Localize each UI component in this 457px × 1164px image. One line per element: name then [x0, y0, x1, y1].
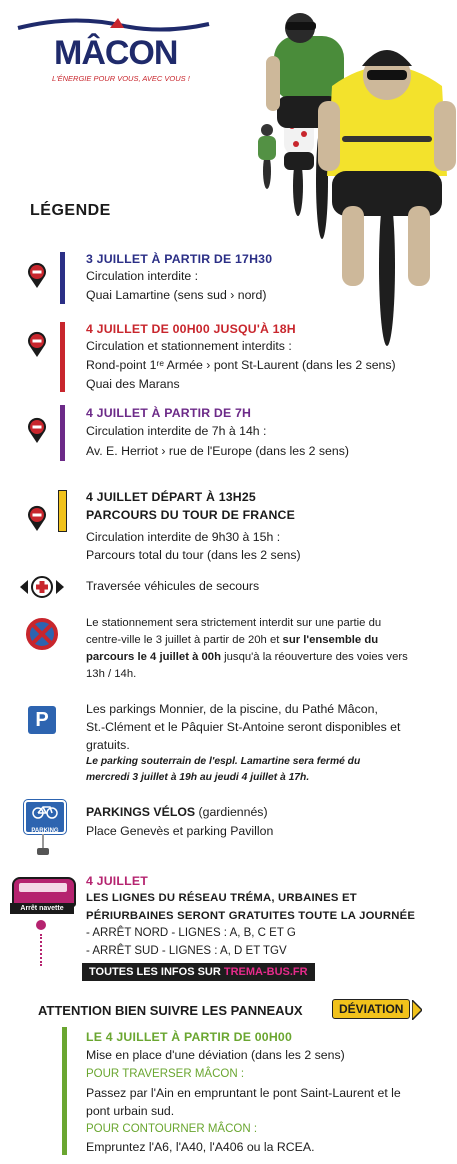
section-line: Circulation interdite : [86, 269, 199, 283]
section-heading: 4 JUILLET À PARTIR DE 7H [86, 406, 252, 420]
trema-link[interactable]: TREMA-BUS.FR [223, 966, 308, 978]
buses-line: - ARRÊT NORD - LIGNES : A, B, C ET G [86, 927, 296, 939]
bike-parking-sign [24, 800, 66, 834]
shuttle-bus-icon [10, 875, 74, 915]
no-parking-line [86, 649, 416, 666]
section-line: Av. E. Herriot › rue de l'Europe (dans les 2 sens) [86, 444, 349, 458]
no-entry-pin-icon [26, 416, 48, 444]
sign-base [37, 848, 49, 855]
route-color-bar [58, 490, 67, 532]
no-parking-icon [26, 618, 58, 650]
deviation-line: Mise en place d'une déviation (dans les 2 sens) [86, 1048, 345, 1062]
parkings-line: gratuits. [86, 738, 130, 752]
bus-stop-dot [36, 920, 46, 930]
no-parking-line [86, 632, 416, 649]
no-parking-text-part: centre-ville le 3 juillet à partir de 20h et [86, 634, 283, 646]
no-parking-line: Le stationnement sera strictement interdit sur une partie du [86, 617, 382, 629]
section-line: Quai des Marans [86, 377, 180, 391]
no-parking-line: 13h / 14h. [86, 668, 137, 680]
no-entry-pin-icon [26, 504, 48, 532]
no-parking-text [86, 615, 416, 683]
section-heading: 4 JUILLET DÉPART À 13H25 [86, 490, 256, 504]
banner-prefix: TOUTES LES INFOS SUR [89, 966, 224, 978]
bikes-line: Place Genevès et parking Pavillon [86, 824, 274, 838]
rescue-text: Traversée véhicules de secours [86, 579, 260, 593]
section-color-bar [60, 405, 65, 461]
section-line: Circulation et stationnement interdits : [86, 339, 292, 353]
section-line: Parcours total du tour (dans les 2 sens) [86, 548, 301, 562]
bikes-heading-suffix: (gardiennés) [195, 805, 268, 819]
no-entry-pin-icon [26, 330, 48, 358]
bus-route-line [40, 934, 42, 966]
bike-sign-label: PARKING [31, 828, 59, 834]
section-heading: 4 JUILLET DE 00H00 JUSQU'À 18H [86, 322, 296, 336]
deviation-subheading: POUR TRAVERSER MÂCON : [86, 1068, 245, 1080]
buses-line: LES LIGNES DU RÉSEAU TRÉMA, URBAINES ET [86, 892, 357, 904]
deviation-subheading: POUR CONTOURNER MÂCON : [86, 1123, 258, 1135]
buses-line: - ARRÊT SUD - LIGNES : A, D ET TGV [86, 945, 287, 957]
parkings-note: mercredi 3 juillet à 19h au jeudi 4 juillet à 17h. [86, 772, 310, 783]
parkings-line: St.-Clément et le Pâquier St-Antoine seront disponibles et [86, 720, 401, 734]
section-heading-2: PARCOURS DU TOUR DE FRANCE [86, 508, 296, 522]
arrow-right-icon [412, 1000, 422, 1020]
logo-name: MÂCON [54, 34, 178, 72]
parkings-note: Le parking souterrain de l'espl. Lamartine sera fermé du [86, 756, 361, 767]
deviation-line: Passez par l'Ain en empruntant le pont Saint-Laurent et le [86, 1086, 401, 1100]
deviation-line: pont urbain sud. [86, 1104, 175, 1118]
section-color-bar [60, 322, 65, 392]
bus-label: Arrêt navette [10, 903, 74, 914]
legend-title: LÉGENDE [30, 202, 111, 219]
logo-tagline: L'ÉNERGIE POUR VOUS, AVEC VOUS ! [52, 74, 190, 83]
buses-line: PÉRIURBAINES SERONT GRATUITES TOUTE LA JOURNÉE [86, 910, 416, 922]
section-line: Circulation interdite de 9h30 à 15h : [86, 530, 281, 544]
no-parking-text-part: jusqu'à la réouverture des voies vers [221, 651, 408, 663]
section-color-bar [60, 252, 65, 304]
yellow-rider [318, 50, 456, 346]
attention-text: ATTENTION BIEN SUIVRE LES PANNEAUX [38, 1003, 303, 1018]
buses-date: 4 JUILLET [86, 874, 148, 888]
bikes-heading-line [86, 803, 268, 822]
deviation-badge: DÉVIATION [332, 999, 410, 1019]
bicycle-icon [26, 802, 64, 822]
parking-icon: P [28, 706, 56, 734]
section-line: Rond-point 1ʳᵉ Armée › pont St-Laurent (dans les 2 sens) [86, 358, 396, 372]
deviation-heading: LE 4 JUILLET À PARTIR DE 00H00 [86, 1030, 292, 1044]
no-parking-emphasis: sur l'ensemble du [282, 634, 379, 646]
macon-logo [14, 18, 224, 88]
no-entry-pin-icon [26, 261, 48, 289]
bus-windows [19, 883, 67, 892]
deviation-line: Empruntez l'A6, l'A40, l'A406 ou la RCEA. [86, 1140, 315, 1154]
bikes-heading: PARKINGS VÉLOS [86, 805, 196, 819]
no-parking-emphasis: parcours le 4 juillet à 00h [86, 651, 221, 663]
rescue-crossing-icon [18, 575, 66, 599]
parkings-line: Les parkings Monnier, de la piscine, du Pathé Mâcon, [86, 702, 378, 716]
deviation-color-bar [62, 1027, 67, 1155]
far-rider [258, 124, 276, 189]
section-heading: 3 JUILLET À PARTIR DE 17H30 [86, 252, 273, 266]
section-line: Quai Lamartine (sens sud › nord) [86, 288, 267, 302]
trema-info-banner[interactable] [82, 963, 315, 981]
section-line: Circulation interdite de 7h à 14h : [86, 424, 267, 438]
